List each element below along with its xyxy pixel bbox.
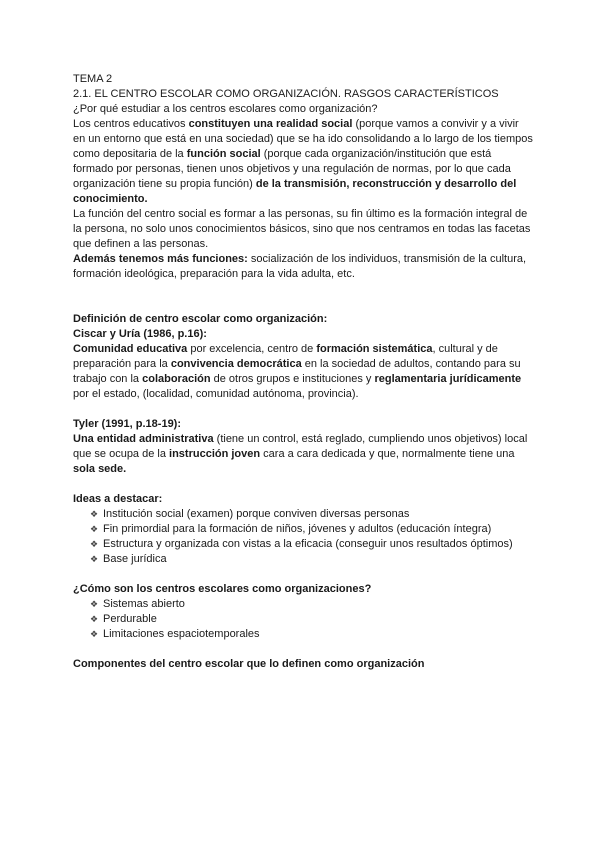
ideas-list bbox=[73, 507, 533, 567]
diamond-bullet-icon: ❖ bbox=[90, 629, 99, 639]
list-item: ❖ Perdurable bbox=[90, 613, 157, 625]
list-item: ❖ Limitaciones espaciotemporales bbox=[90, 628, 260, 640]
ciscar-author: Ciscar y Uría (1986, p.16): bbox=[73, 328, 207, 340]
section-question: ¿Por qué estudiar a los centros escolares como organización? bbox=[73, 103, 378, 115]
intro-paragraph-2: La función del centro social es formar a las personas, su fin último es la formación integral de la persona, no solo unos conocimientos básicos, sino que nos centramos en todas las facetas que definen a las personas. bbox=[73, 208, 531, 250]
ciscar-definition: Comunidad educativa por excelencia, centro de formación sistemática, cultural y de preparación para la convivencia democrática en la sociedad de adultos, contando para su trabajo con la colaboración de otros grupos e instituciones y reglamentaria jurídicamente por el estado, (localidad, comunidad autónoma, provincia). bbox=[73, 343, 522, 400]
diamond-bullet-icon: ❖ bbox=[90, 539, 99, 549]
tyler-author: Tyler (1991, p.18-19): bbox=[73, 418, 182, 430]
diamond-bullet-icon: ❖ bbox=[90, 554, 99, 564]
list-item: ❖ Sistemas abierto bbox=[90, 598, 185, 610]
intro-paragraph-1: Los centros educativos constituyen una realidad social (porque vamos a convivir y a vivir en un entorno que está en una sociedad) que se ha ido consolidando a lo largo de los tiempos como depositaria de la función social (porque cada organización/institución que está formado por personas, tienen unos objetivos y una regulación de normas, por lo que cada organización tiene su propia función) de la transmisión, reconstrucción y desarrollo del conocimiento. bbox=[73, 118, 533, 205]
diamond-bullet-icon: ❖ bbox=[90, 614, 99, 624]
list-item: ❖ Estructura y organizada con vistas a la eficacia (conseguir unos resultados óptimos) bbox=[90, 538, 513, 550]
list-item: ❖ Base jurídica bbox=[90, 553, 167, 565]
intro-paragraph-3: Además tenemos más funciones: socialización de los individuos, transmisión de la cultura, formación ideológica, preparación para la vida adulta, etc. bbox=[73, 253, 527, 280]
definition-heading: Definición de centro escolar como organización: bbox=[73, 313, 328, 325]
tema-label: TEMA 2 bbox=[73, 73, 113, 85]
tyler-definition: Una entidad administrativa (tiene un control, está reglado, cumpliendo unos objetivos) local que se ocupa de la instrucción joven cara a cara dedicada y que, normalmente tiene una sola sede. bbox=[73, 433, 528, 475]
section-title: 2.1. EL CENTRO ESCOLAR COMO ORGANIZACIÓN. RASGOS CARACTERÍSTICOS bbox=[73, 88, 499, 100]
diamond-bullet-icon: ❖ bbox=[90, 599, 99, 609]
diamond-bullet-icon: ❖ bbox=[90, 524, 99, 534]
como-list bbox=[73, 597, 533, 642]
page-content bbox=[73, 72, 533, 672]
diamond-bullet-icon: ❖ bbox=[90, 509, 99, 519]
list-item: ❖ Fin primordial para la formación de niños, jóvenes y adultos (educación íntegra) bbox=[90, 523, 492, 535]
list-item: ❖ Institución social (examen) porque conviven diversas personas bbox=[90, 508, 410, 520]
como-heading: ¿Cómo son los centros escolares como organizaciones? bbox=[73, 583, 372, 595]
componentes-heading: Componentes del centro escolar que lo definen como organización bbox=[73, 658, 425, 670]
ideas-heading: Ideas a destacar: bbox=[73, 493, 163, 505]
